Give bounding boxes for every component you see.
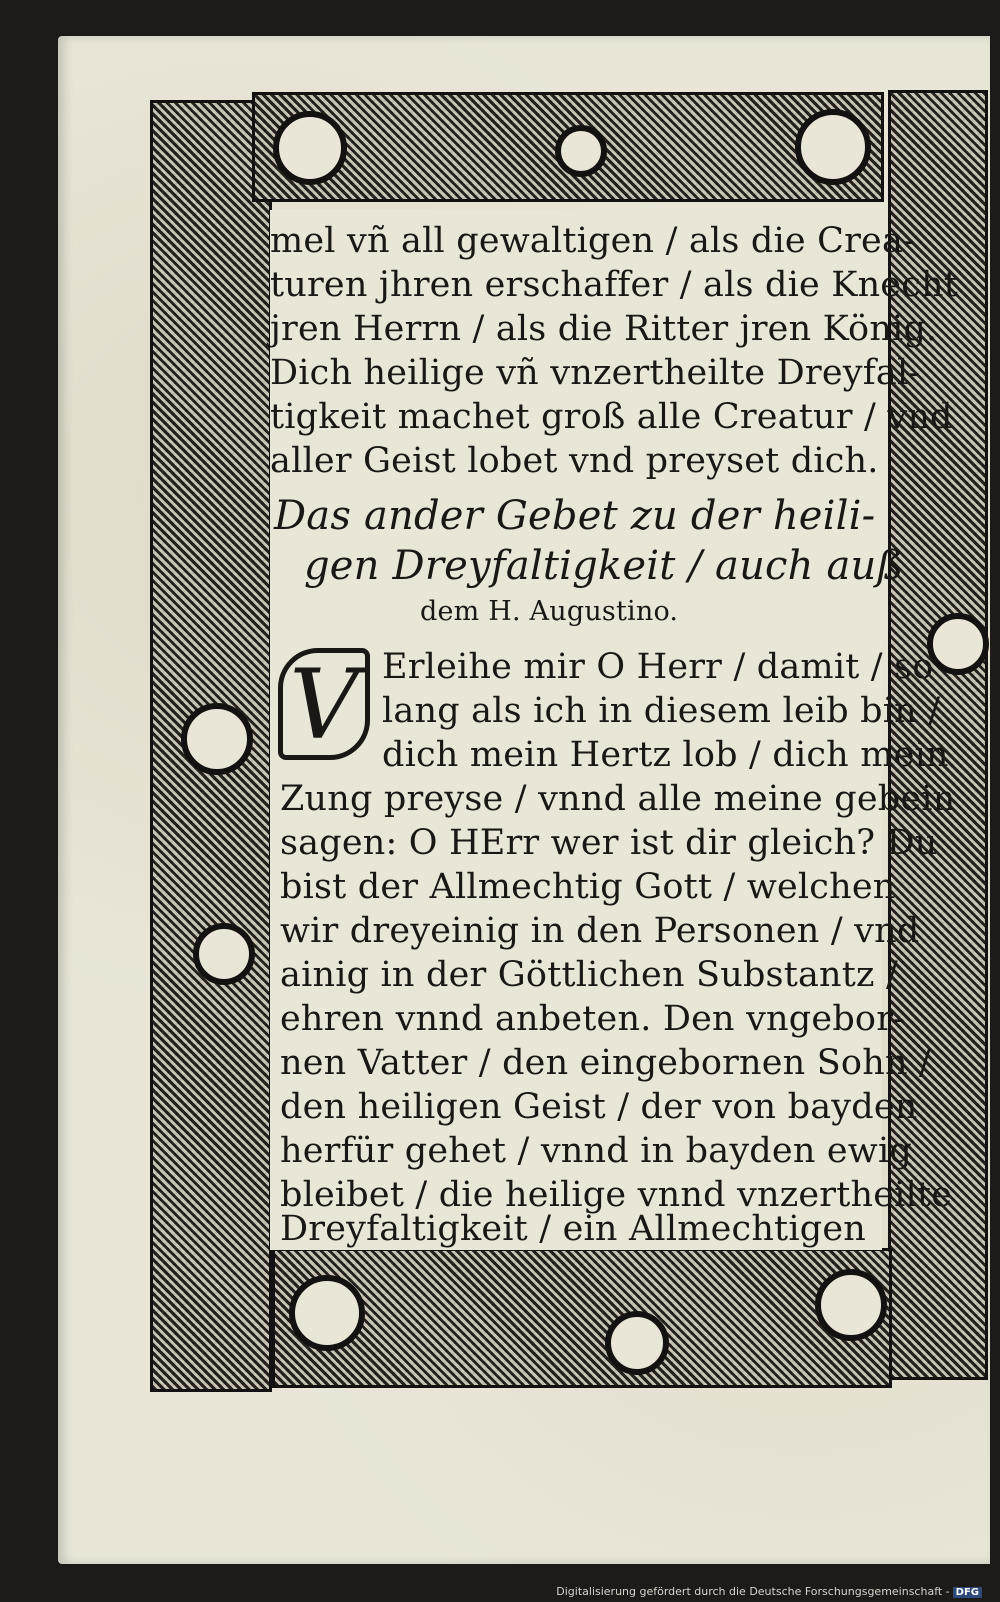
text-line: herfür gehet / vnnd in bayden ewig [280, 1131, 912, 1171]
text-line: ainig in der Göttlichen Substantz / [280, 955, 899, 995]
woodcut-bottom-border [272, 1248, 892, 1388]
text-line: nen Vatter / den eingebornen Sohn / [280, 1043, 931, 1083]
text-line: den heiligen Geist / der von bayden [280, 1087, 918, 1127]
text-line: Dreyfaltigkeit / ein Allmechtigen [280, 1209, 866, 1249]
text-line: Zung preyse / vnnd alle meine gebein [280, 779, 956, 819]
text-line: turen jhren erschaffer / als die Knecht [270, 265, 959, 305]
text-line: wir dreyeinig in den Personen / vnd [280, 911, 920, 951]
woodcut-left-border [150, 100, 272, 1392]
text-line: tigkeit machet groß alle Creatur / vnd [270, 397, 953, 437]
text-line: Erleihe mir O Herr / damit / so [382, 647, 934, 687]
dfg-logo: DFG [953, 1587, 982, 1598]
text-line: Dich heilige vñ vnzertheilte Dreyfal- [270, 353, 921, 393]
section-heading: Das ander Gebet zu der heili- [274, 493, 876, 539]
digitization-credit [556, 1585, 982, 1598]
text-line: sagen: O HErr wer ist dir gleich? Du [280, 823, 938, 863]
text-line: jren Herrn / als die Ritter jren König. [270, 309, 938, 349]
text-line: bist der Allmechtig Gott / welchen [280, 867, 896, 907]
text-line: dich mein Hertz lob / dich mein [382, 735, 949, 775]
section-heading: gen Dreyfaltigkeit / auch auß [304, 543, 904, 589]
text-block [270, 210, 959, 1250]
text-line: bleibet / die heilige vnnd vnzertheilte [280, 1175, 953, 1215]
drop-cap-initial: V [278, 648, 370, 760]
text-line: aller Geist lobet vnd preyset dich. [270, 441, 879, 481]
woodcut-top-border [252, 92, 884, 202]
text-line: mel vñ all gewaltigen / als die Crea- [270, 221, 916, 261]
text-line: ehren vnnd anbeten. Den vngebor- [280, 999, 906, 1039]
text-line: lang als ich in diesem leib bin / [382, 691, 941, 731]
section-heading-source: dem H. Augustino. [420, 596, 679, 627]
credit-text: Digitalisierung gefördert durch die Deutsche Forschungsgemeinschaft - [556, 1585, 950, 1598]
